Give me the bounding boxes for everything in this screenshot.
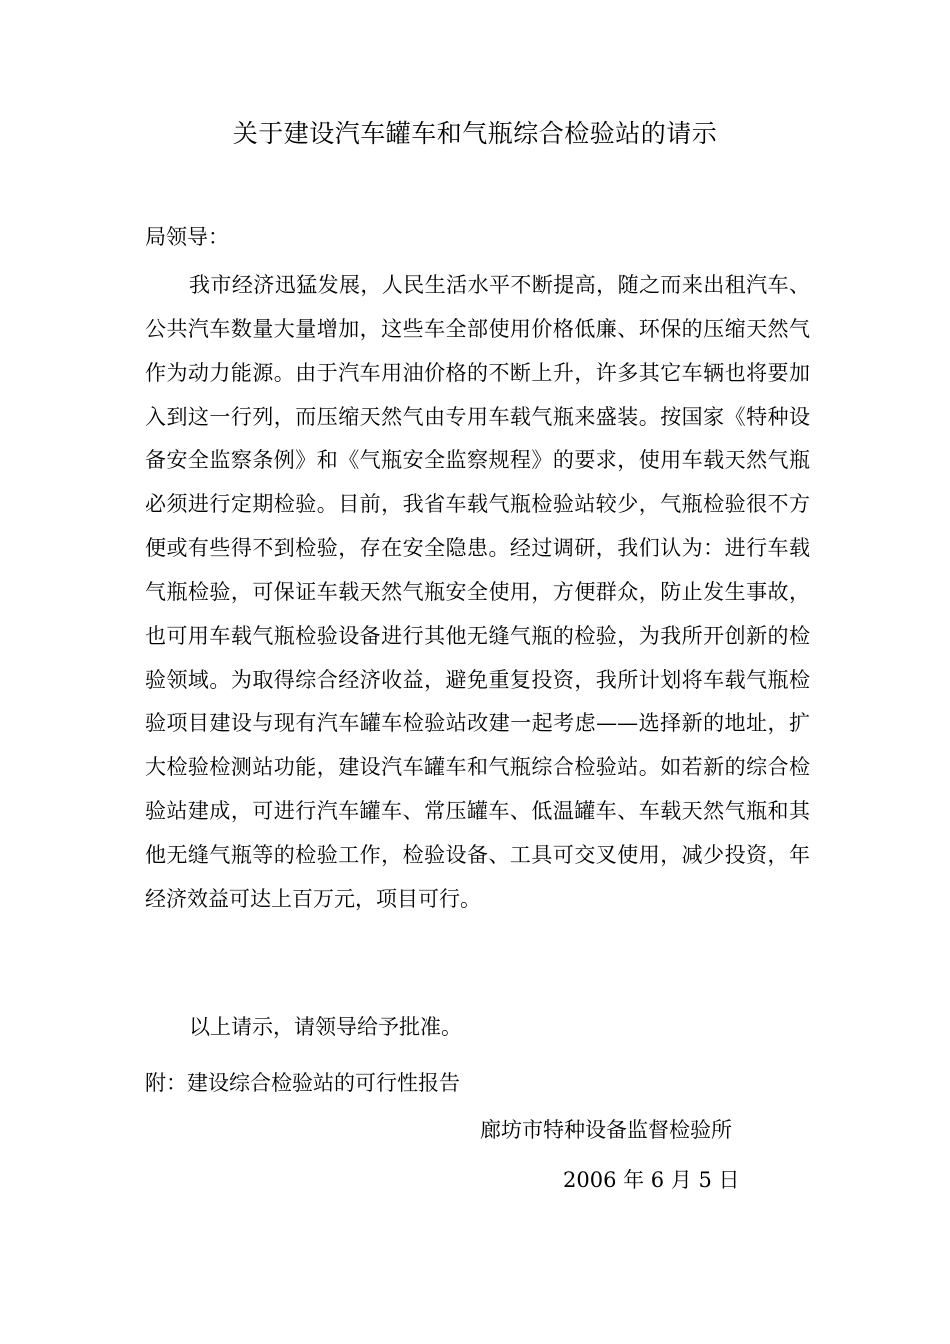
- document-title: 关于建设汽车罐车和气瓶综合检验站的请示: [232, 119, 718, 148]
- body-paragraph: 我市经济迅猛发展，人民生活水平不断提高，随之而来出租汽车、公共汽车数量大量增加，这些车全部使用价格低廉、环保的压缩天然气作为动力能源。由于汽车用油价格的不断上升，许多其它车辆也将要加入到这一行列，而压缩天然气由专用车载气瓶来盛装。按国家《特种设备安全监察条例》和《气瓶安全监察规程》的要求，使用车载天然气瓶必须进行定期检验。目前，我省车载气瓶检验站较少，气瓶检验很不方便或有些得不到检验，存在安全隐患。经过调研，我们认为：进行车载气瓶检验，可保证车载天然气瓶安全使用，方便群众，防止发生事故，也可用车载气瓶检验设备进行其他无缝气瓶的检验，为我所开创新的检验领域。为取得综合经济收益，避免重复投资，我所计划将车载气瓶检验项目建设与现有汽车罐车检验站改建一起考虑——选择新的地址，扩大检验检测站功能，建设汽车罐车和气瓶综合检验站。如若新的综合检验站建成，可进行汽车罐车、常压罐车、低温罐车、车载天然气瓶和其他无缝气瓶等的检验工作，检验设备、工具可交叉使用，减少投资，年经济效益可达上百万元，项目可行。: [145, 273, 810, 911]
- closing-line: 以上请示，请领导给予批准。: [189, 1015, 462, 1039]
- issuer-signature: 廊坊市特种设备监督检验所: [480, 1118, 732, 1142]
- salutation: 局领导：: [145, 225, 229, 249]
- attachment-note: 附：建设综合检验站的可行性报告: [145, 1071, 460, 1095]
- document-date: 2006 年 6 月 5 日: [563, 1168, 740, 1192]
